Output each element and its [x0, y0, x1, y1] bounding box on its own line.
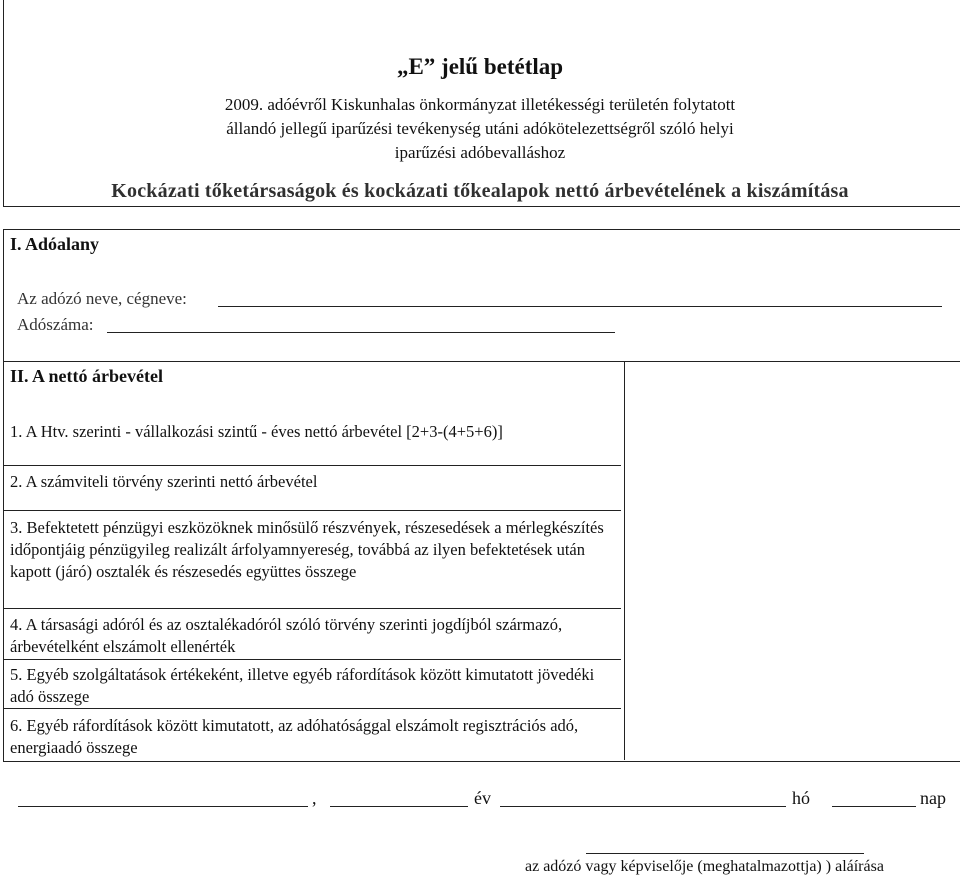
revenue-row-5-value[interactable] — [630, 662, 950, 706]
row-divider-5 — [4, 708, 621, 709]
revenue-row-2-label: 2. A számviteli törvény szerinti nettó árbevétel — [10, 472, 318, 491]
revenue-row-3-value[interactable] — [630, 515, 950, 605]
month-label: hó — [792, 788, 810, 808]
value-column-divider — [624, 362, 625, 760]
day-label: nap — [920, 788, 946, 808]
date-comma: , — [312, 788, 317, 808]
section-taxpayer-title: I. Adóalany — [10, 234, 100, 254]
day-field[interactable] — [832, 806, 916, 807]
taxid-field[interactable] — [107, 332, 615, 333]
revenue-row-2-value[interactable] — [630, 470, 950, 510]
revenue-row-1-label: 1. A Htv. szerinti - vállalkozási szintű - éves nettó árbevétel [2+3-(4+5+6)] — [10, 422, 503, 441]
month-field[interactable] — [500, 806, 786, 807]
row-divider-4 — [4, 659, 621, 660]
revenue-row-4-label: 4. A társasági adóról és az osztalékadóról szóló törvény szerinti jogdíjból származó, árbevételként elszámolt ellenérték — [10, 615, 563, 656]
main-heading: Kockázati tőketársaságok és kockázati tőkealapok nettó árbevételének a kiszámítása — [111, 180, 849, 202]
subtitle-line-2: állandó jellegű iparűzési tevékenység utáni adókötelezettségről szóló helyi — [226, 119, 734, 138]
signature-label: az adózó vagy képviselője (meghatalmazottja) ) aláírása — [525, 858, 884, 875]
subtitle-line-3: iparűzési adóbevalláshoz — [394, 143, 566, 162]
taxpayer-name-field[interactable] — [218, 306, 942, 307]
subtitle-line-1: 2009. adóévről Kiskunhalas önkormányzat illetékességi területén folytatott — [224, 95, 736, 114]
revenue-row-4-value[interactable] — [630, 612, 950, 656]
taxid-label: Adószáma: — [17, 315, 94, 334]
revenue-row-6-label: 6. Egyéb ráfordítások között kimutatott, az adóhatósággal elszámolt regisztrációs adó, energiaadó összege — [10, 716, 579, 757]
row-divider-3 — [4, 608, 621, 609]
taxpayer-name-label: Az adózó neve, cégneve: — [17, 289, 187, 308]
row-divider-1 — [4, 465, 621, 466]
revenue-row-6-value[interactable] — [630, 713, 950, 757]
row-divider-2 — [4, 510, 621, 511]
place-field[interactable] — [18, 806, 308, 807]
section-revenue-title: II. A nettó árbevétel — [10, 366, 163, 386]
revenue-row-5-label: 5. Egyéb szolgáltatások értékeként, illetve egyéb ráfordítások között kimutatott jövedéki adó összege — [10, 665, 595, 706]
year-label: év — [474, 788, 491, 808]
form-title: „E” jelű betétlap — [396, 54, 564, 79]
revenue-row-1-value[interactable] — [630, 421, 950, 465]
year-field[interactable] — [330, 806, 468, 807]
signature-field[interactable] — [586, 853, 864, 854]
revenue-row-3-label: 3. Befektetett pénzügyi eszközöknek minősülő részvények, részesedések a mérlegkészítés időpontjáig pénzügyileg realizált árfolyamnyereség, továbbá az ilyen befektetések után kapott (járó) osztalék és részesedés együttes összege — [10, 518, 604, 581]
